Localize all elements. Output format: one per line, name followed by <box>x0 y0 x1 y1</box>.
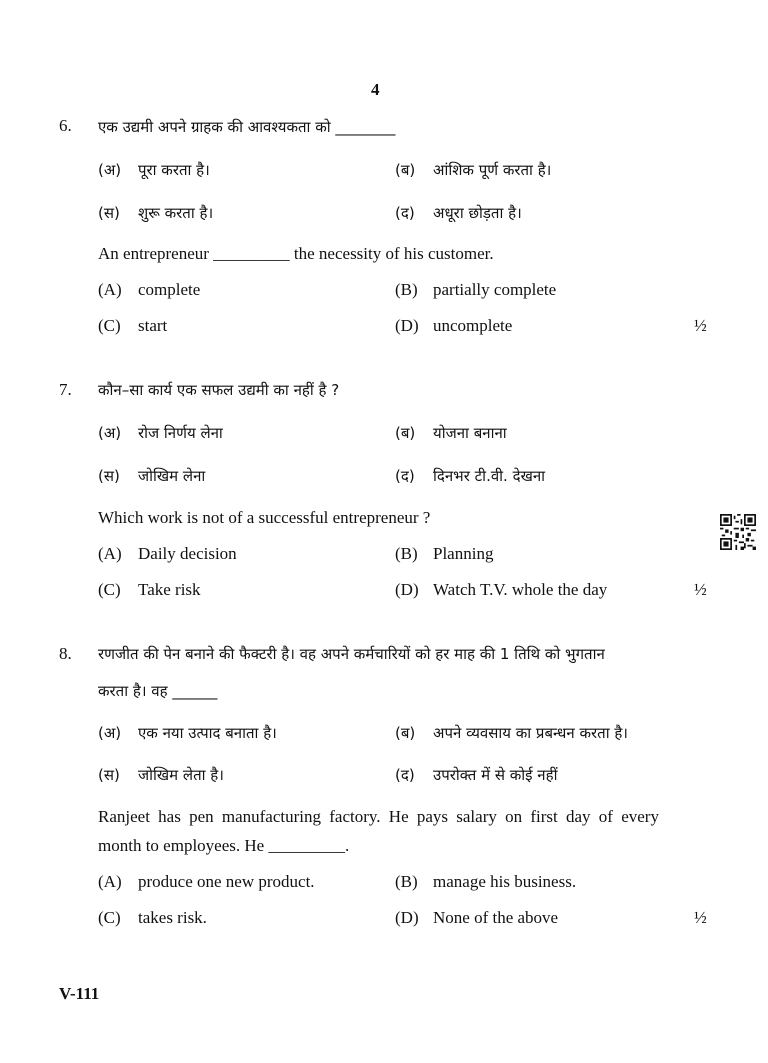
footer-code: V-111 <box>59 984 100 1003</box>
option-text: Watch T.V. whole the day <box>433 580 608 599</box>
option-label: (B) <box>395 544 418 563</box>
option-label: (स) <box>98 204 120 222</box>
option-text: उपरोक्त में से कोई नहीं <box>433 766 558 784</box>
option-label: (ब) <box>395 424 416 442</box>
hindi-stem: कौन–सा कार्य एक सफल उद्यमी का नहीं है ? <box>98 381 340 399</box>
english-stem: An entrepreneur _________ the necessity of his customer. <box>98 244 494 263</box>
hindi-stem-line-2: करता है। वह ______ <box>98 682 218 700</box>
qr-code-icon <box>720 514 756 550</box>
option-label: (C) <box>98 316 121 335</box>
option-label: (D) <box>395 580 419 599</box>
option-text: complete <box>138 280 201 299</box>
option-text: दिनभर टी.वी. देखना <box>433 467 546 485</box>
option-text: partially complete <box>433 280 557 299</box>
option-label: (C) <box>98 908 121 927</box>
option-label: (स) <box>98 467 120 485</box>
marks: ½ <box>694 908 707 927</box>
option-label: (A) <box>98 544 122 563</box>
option-label: (द) <box>395 766 415 784</box>
option-text: None of the above <box>433 908 559 927</box>
option-text: योजना बनाना <box>433 424 507 442</box>
option-label: (A) <box>98 280 122 299</box>
option-text: start <box>138 316 168 335</box>
option-text: रोज निर्णय लेना <box>138 424 223 442</box>
option-label: (द) <box>395 467 415 485</box>
option-label: (ब) <box>395 724 416 742</box>
question-number: 8. <box>59 644 72 663</box>
option-label: (द) <box>395 204 415 222</box>
option-text: आंशिक पूर्ण करता है। <box>433 161 552 179</box>
option-label: (ब) <box>395 161 416 179</box>
option-label: (D) <box>395 908 419 927</box>
option-text: manage his business. <box>433 872 577 891</box>
english-stem: Ranjeet has pen manufacturing factory. He pays salary on first day of every <box>98 807 659 826</box>
question-number: 6. <box>59 116 72 135</box>
option-text: takes risk. <box>138 908 207 927</box>
marks: ½ <box>694 580 707 599</box>
option-text: Daily decision <box>138 544 237 563</box>
option-text: जोखिम लेना <box>138 467 206 485</box>
english-stem-line-2: month to employees. He _________. <box>98 836 350 855</box>
question-number: 7. <box>59 380 72 399</box>
option-label: (B) <box>395 280 418 299</box>
option-label: (C) <box>98 580 121 599</box>
option-text: अपने व्यवसाय का प्रबन्धन करता है। <box>433 724 628 742</box>
hindi-stem: एक उद्यमी अपने ग्राहक की आवश्यकता को ________ <box>98 118 396 136</box>
option-text: uncomplete <box>433 316 513 335</box>
option-label: (अ) <box>98 724 122 742</box>
option-text: पूरा करता है। <box>138 161 210 179</box>
option-label: (B) <box>395 872 418 891</box>
english-stem: Which work is not of a successful entrepreneur ? <box>98 508 431 527</box>
option-text: Take risk <box>138 580 201 599</box>
option-text: Planning <box>433 544 494 563</box>
option-label: (स) <box>98 766 120 784</box>
option-text: एक नया उत्पाद बनाता है। <box>138 724 277 742</box>
option-label: (अ) <box>98 161 122 179</box>
hindi-stem: रणजीत की पेन बनाने की फैक्टरी है। वह अपने कर्मचारियों को हर माह की 1 तिथि को भुगतान <box>98 645 605 663</box>
option-text: जोखिम लेता है। <box>138 766 224 784</box>
option-text: produce one new product. <box>138 872 315 891</box>
option-label: (अ) <box>98 424 122 442</box>
marks: ½ <box>694 316 707 335</box>
option-label: (A) <box>98 872 122 891</box>
option-label: (D) <box>395 316 419 335</box>
option-text: अधूरा छोड़ता है। <box>433 204 522 222</box>
option-text: शुरू करता है। <box>138 204 214 222</box>
page-number: 4 <box>371 80 380 99</box>
